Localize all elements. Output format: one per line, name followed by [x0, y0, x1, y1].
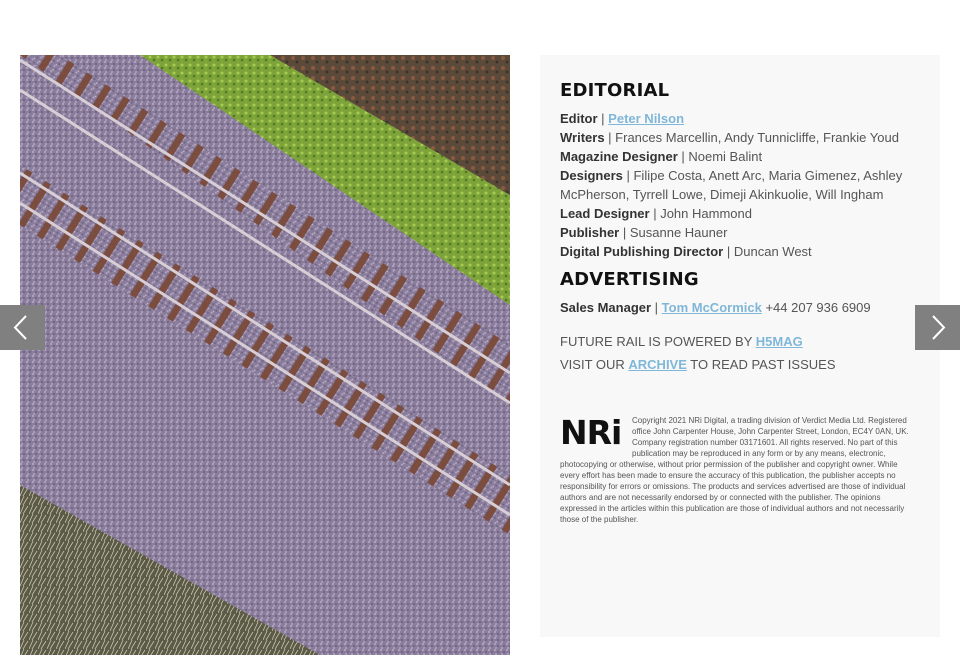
editor-row [560, 109, 920, 128]
role-label: Writers [560, 130, 605, 145]
role-label: Digital Publishing Director [560, 244, 724, 259]
separator: | [619, 225, 630, 240]
credits-content [560, 79, 920, 376]
chevron-left-icon [0, 305, 45, 350]
separator: | [677, 149, 689, 164]
archive-link[interactable]: ARCHIVE [628, 357, 687, 372]
role-label: Magazine Designer [560, 149, 678, 164]
role-label: Publisher [560, 225, 620, 240]
advertising-heading: ADVERTISING [560, 269, 699, 290]
chevron-right-icon [915, 305, 960, 350]
hero-photo [20, 55, 510, 655]
archive-suffix: TO READ PAST ISSUES [686, 357, 836, 372]
separator: | [597, 111, 609, 126]
names: John Hammond [660, 206, 752, 221]
credits-panel [540, 55, 940, 637]
role-label: Sales Manager [560, 300, 652, 315]
previous-page-button[interactable] [0, 305, 45, 350]
archive-prefix: VISIT OUR [560, 357, 629, 372]
sales-manager-link[interactable]: Tom McCormick [661, 300, 762, 315]
publisher-row [560, 223, 920, 242]
role-label: Designers [560, 168, 623, 183]
editorial-heading: EDITORIAL [560, 80, 670, 101]
railway-track-photo [20, 55, 510, 655]
archive-line [560, 353, 920, 376]
copyright-block [560, 415, 918, 525]
powered-by-line [560, 330, 920, 353]
separator: | [604, 130, 616, 145]
names: Noemi Balint [688, 149, 763, 164]
separator: | [622, 168, 634, 183]
powered-by-text: FUTURE RAIL IS POWERED BY [560, 334, 756, 349]
names: Susanne Hauner [629, 225, 728, 240]
designers-row [560, 166, 920, 204]
lead-designer-row [560, 204, 920, 223]
writers-row [560, 128, 920, 147]
separator: | [649, 206, 661, 221]
role-label: Editor [560, 111, 598, 126]
magazine-designer-row [560, 147, 920, 166]
names: Frances Marcellin, Andy Tunnicliffe, Frankie Youd [615, 130, 899, 145]
next-page-button[interactable] [915, 305, 960, 350]
names: Filipe Costa, Anett Arc, Maria Gimenez, Ashley McPherson, Tyrrell Lowe, Dimeji Akinkuolie, Will Ingham [560, 168, 903, 202]
separator: | [723, 244, 734, 259]
editor-link[interactable]: Peter Nilson [608, 111, 685, 126]
nri-logo: NRi [560, 413, 622, 452]
separator: | [651, 300, 662, 315]
copyright-text: Copyright 2021 NRi Digital, a trading division of Verdict Media Ltd. Registered office John Carpenter House, John Carpenter Street, London, EC4Y 0AN, UK. Company registration number 03171601. All rights reserved. No part of this publication may be reproduced in any form or by any means, electronic, photocopying or otherwise, without prior permission of the publisher and copyright owner. While every effort has been made to ensure the accuracy of this publication, the publisher accepts no responsibility for errors or omissions. The products and services advertised are those of individual authors and are not necessarily endorsed by or connected with the publisher. The opinions expressed in the articles within this publication are those of individual authors and not necessarily those of the publisher. [560, 416, 909, 524]
h5mag-link[interactable]: H5MAG [755, 334, 803, 349]
sales-manager-row [560, 298, 920, 317]
names: Duncan West [733, 244, 812, 259]
phone-number: +44 207 936 6909 [761, 300, 871, 315]
digital-publishing-director-row [560, 242, 920, 261]
role-label: Lead Designer [560, 206, 650, 221]
